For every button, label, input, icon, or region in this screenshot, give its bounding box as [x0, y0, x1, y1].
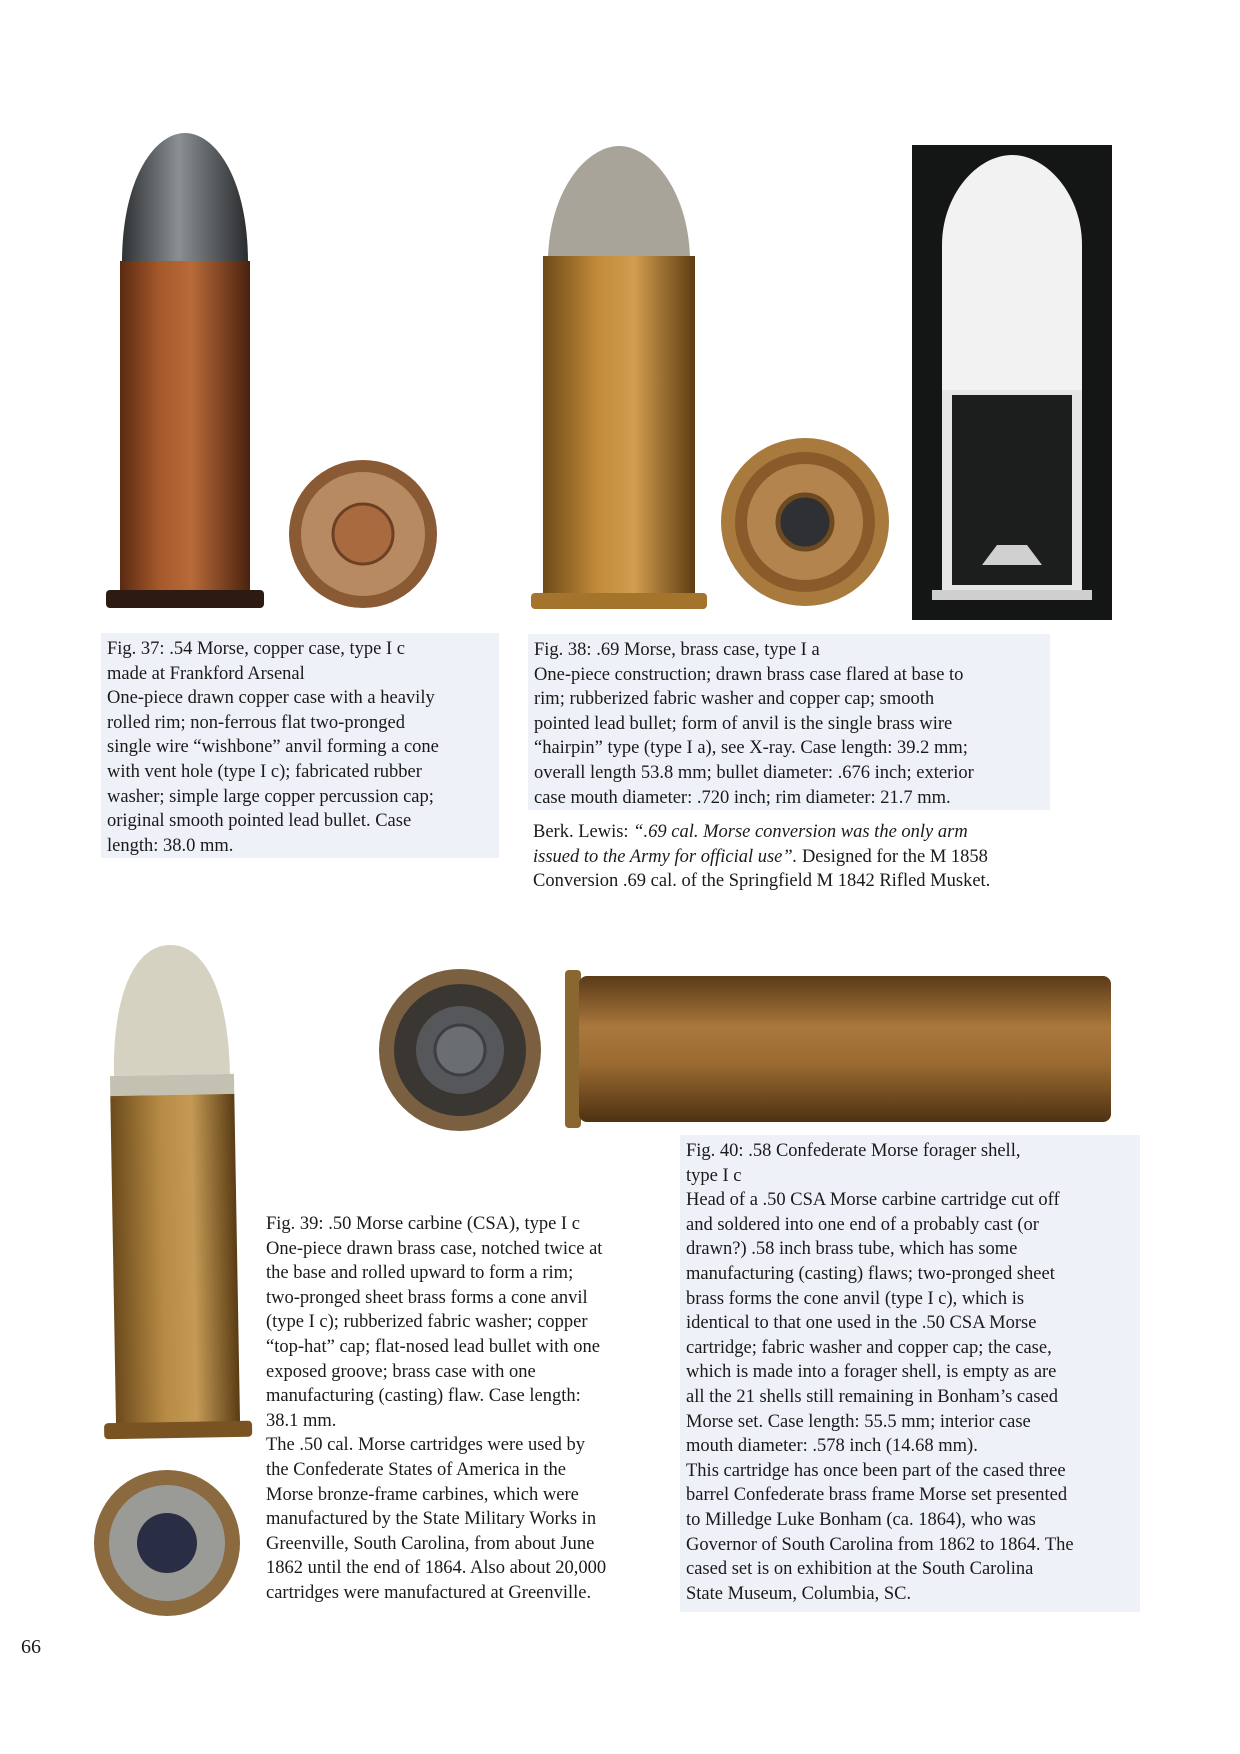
fig40-shell-base-photo — [378, 968, 543, 1133]
caption-line: single wire “wishbone” anvil forming a cone — [107, 737, 439, 758]
caption-line: the Confederate States of America in the — [266, 1459, 567, 1480]
caption-line: cased set is on exhibition at the South Carolina — [686, 1559, 1034, 1580]
fig37-cartridge-base-photo — [287, 458, 439, 610]
caption-line: two-pronged sheet brass forms a cone anvil — [266, 1287, 588, 1308]
caption-line: “top-hat” cap; flat-nosed lead bullet with one — [266, 1336, 600, 1357]
note-quote: issued to the Army for official use”. — [533, 846, 798, 867]
caption-line: and soldered into one end of a probably cast (or — [686, 1214, 1039, 1235]
caption-line: Morse bronze-frame carbines, which were — [266, 1484, 579, 1505]
caption-line: made at Frankford Arsenal — [107, 663, 305, 684]
fig38-cartridge-base-photo — [720, 437, 890, 607]
fig38-caption — [528, 634, 1050, 810]
caption-line: This cartridge has once been part of the cased three — [686, 1460, 1066, 1481]
caption-line: manufacturing (casting) flaws; two-pronged sheet — [686, 1263, 1055, 1284]
caption-line: pointed lead bullet; form of anvil is the single brass wire — [534, 713, 953, 734]
fig39-caption — [266, 1212, 676, 1606]
caption-line: Head of a .50 CSA Morse carbine cartridge cut off — [686, 1190, 1060, 1211]
caption-line: manufacturing (casting) flaw. Case length: — [266, 1386, 581, 1407]
caption-line: which is made into a forager shell, is empty as are — [686, 1362, 1057, 1383]
caption-line: cartridges were manufactured at Greenville. — [266, 1582, 592, 1603]
caption-line: The .50 cal. Morse cartridges were used by — [266, 1435, 586, 1456]
caption-line: identical to that one used in the .50 CSA Morse — [686, 1313, 1037, 1334]
caption-line: barrel Confederate brass frame Morse set presented — [686, 1485, 1068, 1506]
caption-line: cartridge; fabric washer and copper cap; the case, — [686, 1337, 1052, 1358]
caption-line: brass forms the cone anvil (type I c), which is — [686, 1288, 1025, 1309]
caption-line: One-piece drawn copper case with a heavily — [107, 688, 435, 709]
caption-line: rolled rim; non-ferrous flat two-pronged — [107, 712, 405, 733]
caption-line: mouth diameter: .578 inch (14.68 mm). — [686, 1436, 978, 1457]
caption-line: case mouth diameter: .720 inch; rim diameter: 21.7 mm. — [534, 787, 951, 808]
caption-line: Fig. 39: .50 Morse carbine (CSA), type I c — [266, 1214, 580, 1234]
caption-line: Fig. 40: .58 Confederate Morse forager shell, — [686, 1141, 1021, 1161]
caption-line: overall length 53.8 mm; bullet diameter: .676 inch; exterior — [534, 762, 974, 783]
caption-line: to Milledge Luke Bonham (ca. 1864), who was — [686, 1509, 1036, 1530]
caption-line: original smooth pointed lead bullet. Case — [107, 811, 412, 832]
caption-line: Governor of South Carolina from 1862 to 1864. The — [686, 1534, 1074, 1555]
note-prefix: Berk. Lewis: — [533, 822, 634, 842]
caption-line: exposed groove; brass case with one — [266, 1361, 536, 1382]
caption-line: Fig. 37: .54 Morse, copper case, type I c — [107, 639, 405, 659]
caption-line: type I c — [686, 1165, 742, 1186]
caption-line: drawn?) .58 inch brass tube, which has some — [686, 1239, 1018, 1260]
caption-line: length: 38.0 mm. — [107, 835, 234, 856]
caption-line: with vent hole (type I c); fabricated rubber — [107, 761, 422, 782]
caption-line: 1862 until the end of 1864. Also about 20,000 — [266, 1558, 607, 1579]
fig38-note — [533, 820, 1073, 894]
caption-line: the base and rolled upward to form a rim; — [266, 1263, 574, 1284]
caption-line: “hairpin” type (type I a), see X-ray. Case length: 39.2 mm; — [534, 738, 968, 759]
fig38-xray-image — [912, 145, 1112, 620]
fig37-caption — [101, 633, 499, 858]
caption-line: Greenville, South Carolina, from about June — [266, 1533, 595, 1554]
fig39-cartridge-side-photo — [94, 939, 255, 1447]
caption-line: (type I c); rubberized fabric washer; copper — [266, 1312, 588, 1333]
caption-line: Morse set. Case length: 55.5 mm; interior case — [686, 1411, 1031, 1432]
fig38-cartridge-side-photo — [528, 143, 710, 613]
caption-line: rim; rubberized fabric washer and copper cap; smooth — [534, 689, 935, 710]
note-quote: “.69 cal. Morse conversion was the only arm — [633, 822, 968, 842]
fig37-cartridge-side-photo — [100, 128, 270, 613]
note-text: Designed for the M 1858 — [797, 846, 988, 867]
caption-line: 38.1 mm. — [266, 1410, 337, 1431]
fig39-cartridge-base-photo — [92, 1468, 242, 1618]
fig40-shell-side-photo — [563, 970, 1113, 1128]
caption-line: Fig. 38: .69 Morse, brass case, type I a — [534, 640, 820, 660]
note-text: Conversion .69 cal. of the Springfield M 1842 Rifled Musket. — [533, 871, 991, 892]
caption-line: washer; simple large copper percussion cap; — [107, 786, 434, 807]
fig40-caption — [680, 1135, 1140, 1612]
caption-line: One-piece construction; drawn brass case flared at base to — [534, 664, 964, 685]
caption-line: One-piece drawn brass case, notched twice at — [266, 1238, 603, 1259]
caption-line: manufactured by the State Military Works in — [266, 1509, 597, 1530]
page-number: 66 — [21, 1636, 41, 1658]
caption-line: all the 21 shells still remaining in Bonham’s cased — [686, 1386, 1058, 1407]
caption-line: State Museum, Columbia, SC. — [686, 1583, 912, 1604]
